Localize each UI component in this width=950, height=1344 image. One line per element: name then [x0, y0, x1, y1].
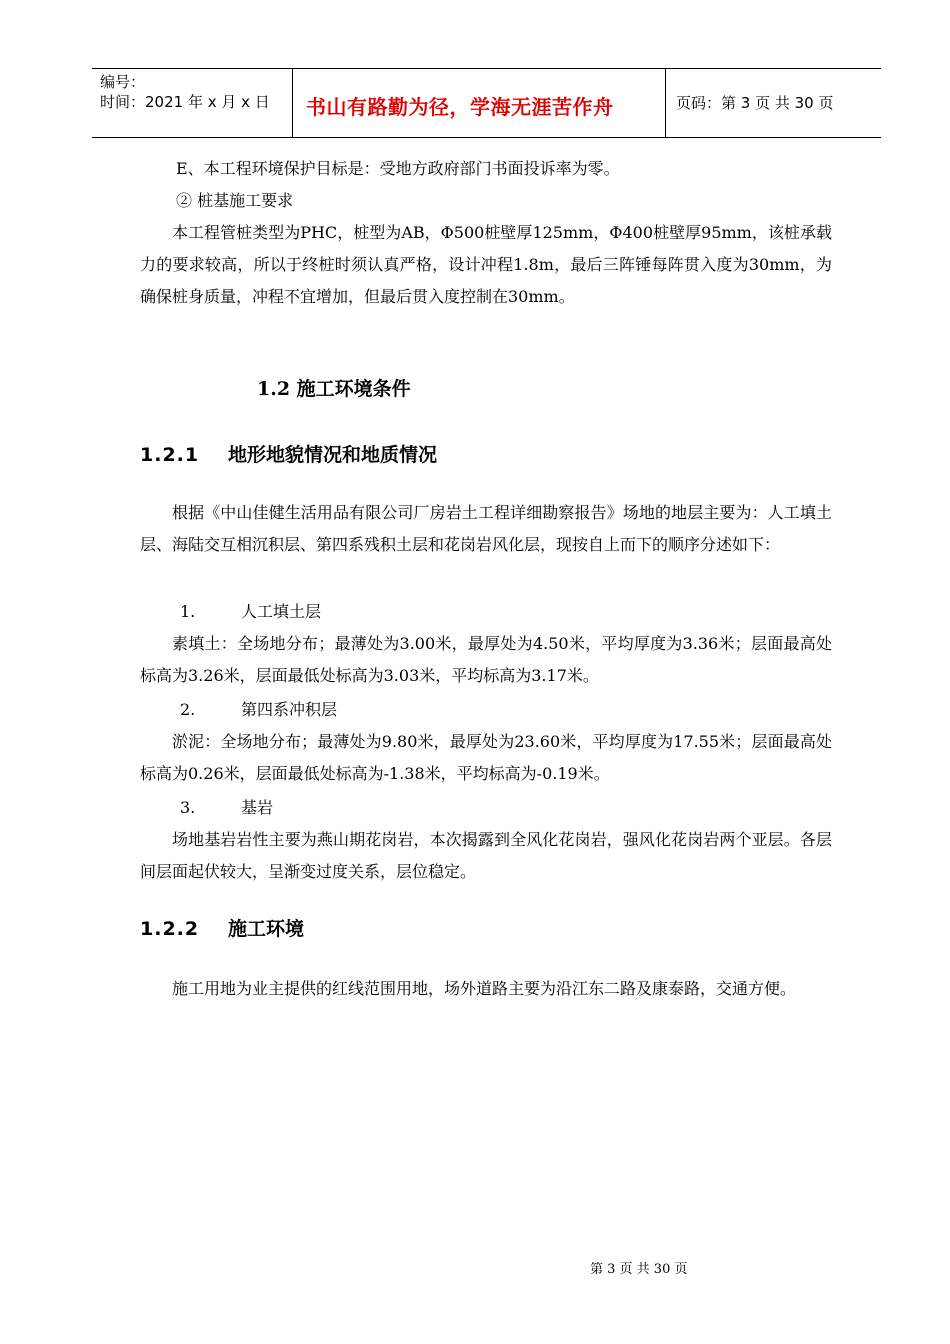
env-target-line: E、本工程环境保护目标是：受地方政府部门书面投诉率为零。 — [176, 159, 620, 178]
list-item-number: 3. — [180, 798, 196, 817]
header-time-label: 时间：2021 年 x 月 x 日 — [100, 93, 270, 111]
section-number: 1.2.2 — [140, 918, 200, 940]
list-item-title: 第四系冲积层 — [241, 700, 338, 719]
alluvial-layer-paragraph: 淤泥：全场地分布；最薄处为9.80米，最厚处为23.60米，平均厚度为17.55米；层面最高处标高为0.26米，层面最低处标高为-1.38米，平均标高为-0.19米。 — [140, 732, 832, 783]
section-heading-1-2-1 — [140, 440, 437, 467]
section-heading-1-2-2 — [140, 914, 304, 941]
pile-requirements-heading: ② 桩基施工要求 — [176, 191, 294, 210]
construction-environment-paragraph: 施工用地为业主提供的红线范围用地，场外道路主要为沿江东二路及康泰路，交通方便。 — [172, 979, 797, 998]
list-item-number: 2. — [180, 700, 196, 719]
header-divider — [292, 69, 293, 137]
section-title: 地形地貌情况和地质情况 — [228, 444, 438, 466]
header-divider — [665, 69, 666, 137]
section-number: 1.2.1 — [140, 444, 200, 466]
list-item-title: 基岩 — [241, 798, 274, 817]
list-item-title: 人工填土层 — [241, 602, 322, 621]
bedrock-paragraph: 场地基岩岩性主要为燕山期花岗岩，本次揭露到全风化花岗岩，强风化花岗岩两个亚层。各层间层面起伏较大，呈渐变过度关系，层位稳定。 — [140, 830, 832, 881]
header-page-label: 页码：第 3 页 共 30 页 — [676, 94, 834, 112]
list-item-number: 1. — [180, 602, 196, 621]
section-heading-1-2: 1.2 施工环境条件 — [257, 378, 411, 400]
geology-intro-paragraph: 根据《中山佳健生活用品有限公司厂房岩土工程详细勘察报告》场地的地层主要为：人工填土层、海陆交互相沉积层、第四系残积土层和花岗岩风化层，现按自上而下的顺序分述如下： — [140, 503, 832, 554]
page-header — [92, 68, 881, 138]
header-number-label: 编号： — [100, 73, 146, 91]
fill-layer-paragraph: 素填土：全场地分布；最薄处为3.00米，最厚处为4.50米，平均厚度为3.36米；层面最高处标高为3.26米，层面最低处标高为3.03米，平均标高为3.17米。 — [140, 634, 832, 685]
header-motto: 书山有路勤为径，学海无涯苦作舟 — [306, 95, 614, 119]
pile-requirements-paragraph: 本工程管桩类型为PHC，桩型为AB，Φ500桩壁厚125mm，Φ400桩壁厚95mm，该桩承载力的要求较高，所以于终桩时须认真严格，设计冲程1.8m，最后三阵锤每阵贯入度为30mm，为确保桩身质量，冲程不宜增加，但最后贯入度控制在30mm。 — [140, 223, 832, 306]
page-footer: 第 3 页 共 30 页 — [590, 1262, 688, 1277]
section-title: 施工环境 — [228, 918, 305, 940]
